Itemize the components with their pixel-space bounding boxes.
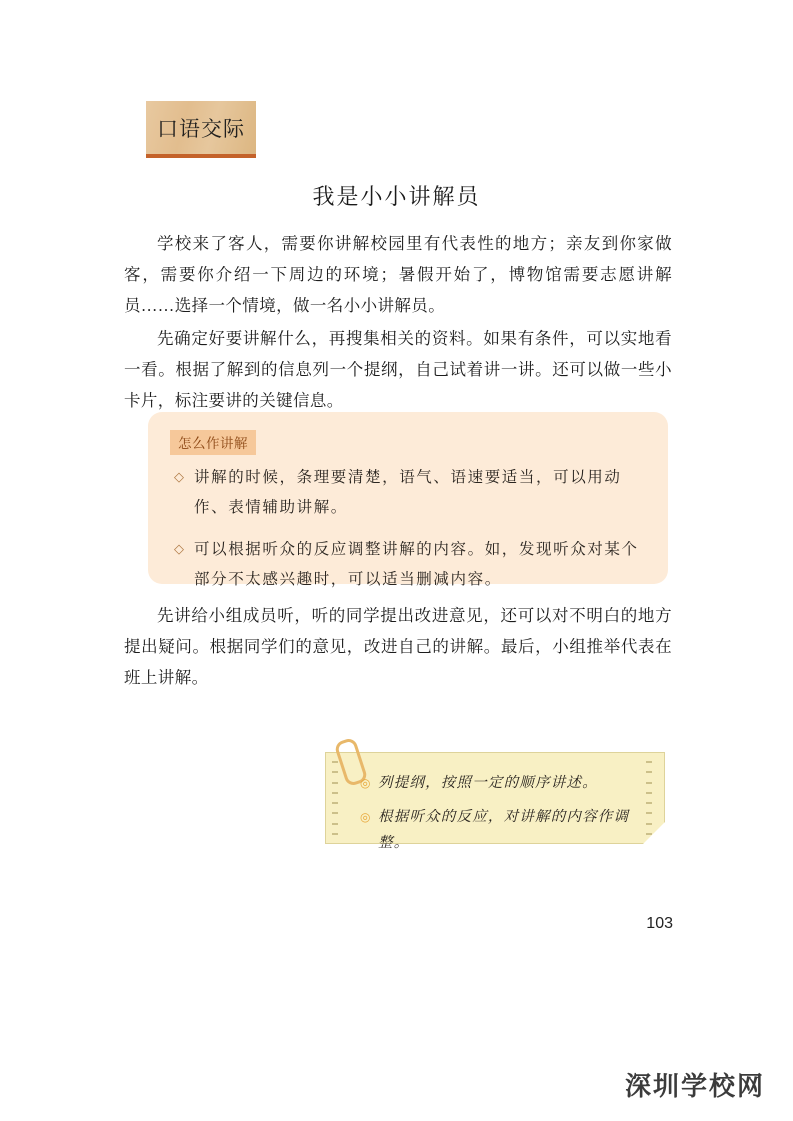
list-item — [174, 462, 646, 522]
note-list — [360, 770, 638, 864]
intro-paragraphs — [124, 228, 672, 418]
section-tag-label: 口语交际 — [157, 116, 245, 141]
diamond-bullet-icon: ◇ — [174, 541, 184, 556]
paragraph: 先确定好要讲解什么，再搜集相关的资料。如果有条件，可以实地看一看。根据了解到的信息列一个提纲，自己试着讲一讲。还可以做一些小卡片，标注要讲的关键信息。 — [124, 329, 672, 410]
watermark: 深圳学校网 — [624, 1071, 765, 1101]
diamond-bullet-icon: ◇ — [174, 469, 184, 484]
note-perforation-right — [646, 761, 656, 835]
tip-item-text: 讲解的时候，条理要清楚，语气、语速要适当，可以用动作、表情辅助讲解。 — [194, 468, 622, 516]
note-item-text: 列提纲，按照一定的顺序讲述。 — [378, 775, 598, 791]
list-item — [360, 770, 638, 796]
list-item — [360, 804, 638, 856]
note-perforation-left — [332, 761, 342, 835]
note-card — [325, 752, 665, 851]
tip-box-heading: 怎么作讲解 — [170, 430, 256, 455]
tip-list — [174, 462, 646, 606]
page-title: 我是小小讲解员 — [312, 184, 481, 209]
paragraph: 先讲给小组成员听，听的同学提出改进意见，还可以对不明白的地方提出疑问。根据同学们的意见，改进自己的讲解。最后，小组推举代表在班上讲解。 — [124, 606, 672, 687]
note-item-text: 根据听众的反应，对讲解的内容作调整。 — [378, 809, 630, 851]
tip-item-text: 可以根据听众的反应调整讲解的内容。如，发现听众对某个部分不太感兴趣时，可以适当删减内容。 — [194, 540, 639, 588]
closing-paragraphs — [124, 600, 672, 695]
section-tag — [146, 101, 256, 158]
paragraph: 学校来了客人，需要你讲解校园里有代表性的地方；亲友到你家做客，需要你介绍一下周边的环境；暑假开始了，博物馆需要志愿讲解员……选择一个情境，做一名小小讲解员。 — [124, 234, 672, 315]
tip-box — [148, 412, 668, 588]
list-item — [174, 534, 646, 594]
circle-bullet-icon: ◎ — [360, 776, 371, 790]
page-number: 103 — [646, 915, 673, 932]
circle-bullet-icon: ◎ — [360, 810, 371, 824]
